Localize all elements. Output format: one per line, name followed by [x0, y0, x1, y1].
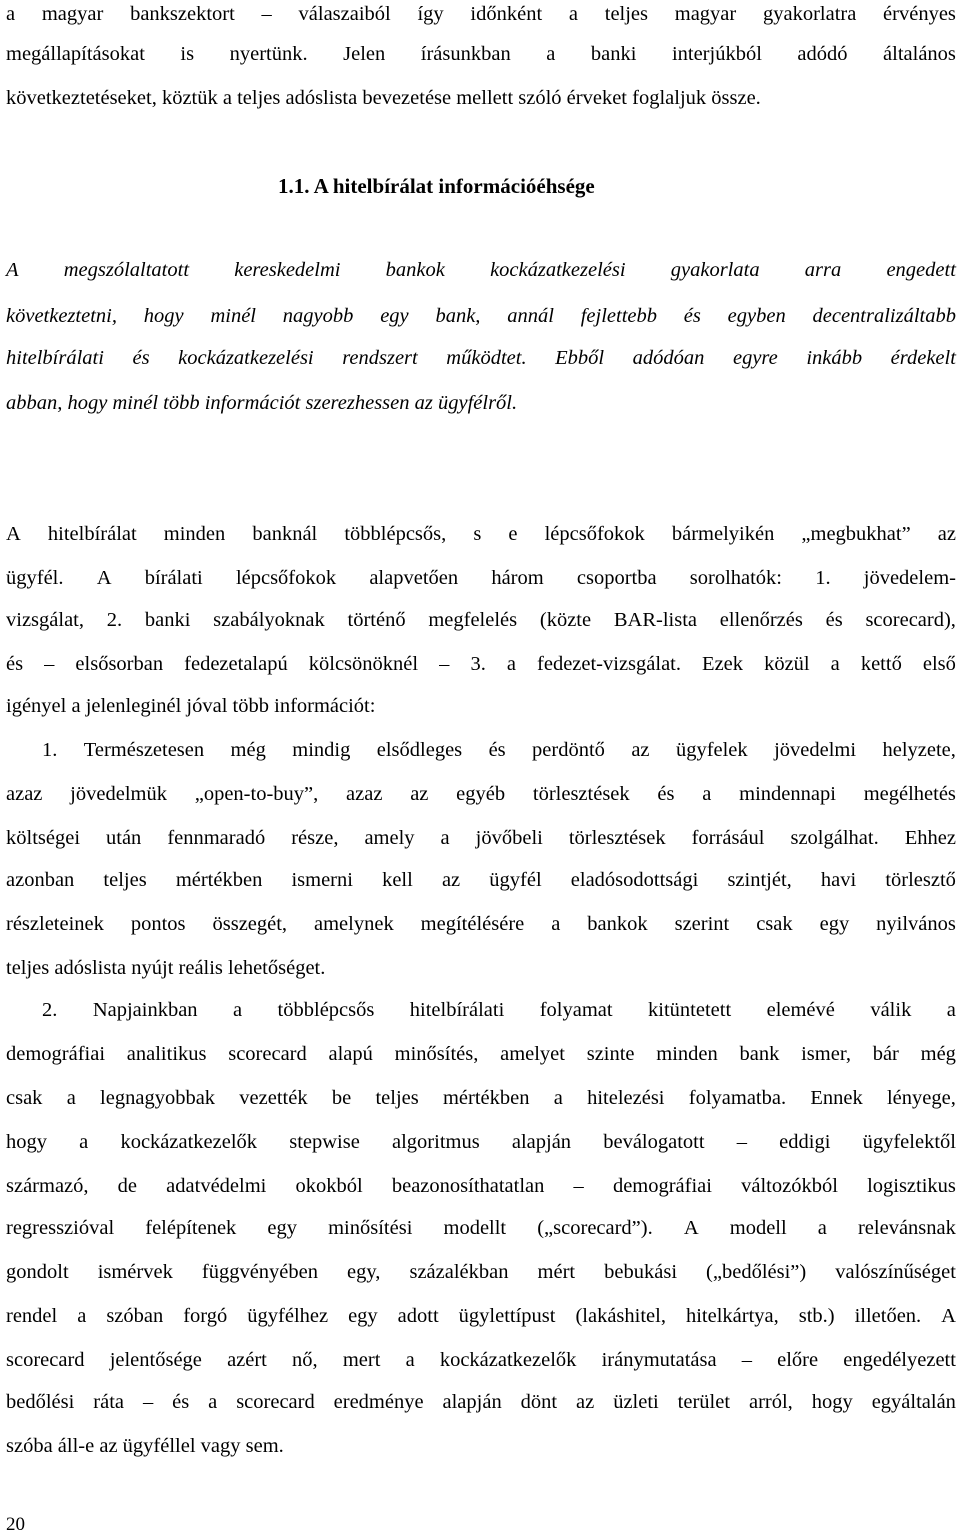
word: modellt	[443, 1217, 507, 1239]
word: kockázatkezelők	[120, 1131, 258, 1153]
word: amelyet	[500, 1043, 565, 1065]
word: a	[553, 1087, 563, 1109]
word: azonban	[6, 869, 75, 891]
word: alapján	[511, 1131, 572, 1153]
word: rendszert	[342, 347, 418, 369]
word: azért	[227, 1349, 267, 1371]
list-item-2-line	[6, 1084, 956, 1112]
word: terület	[677, 1391, 731, 1413]
word: A	[683, 1217, 699, 1239]
word: demográfiai	[6, 1043, 106, 1065]
word: Napjainkban	[92, 999, 198, 1021]
word: hogy	[811, 1391, 853, 1413]
list-item-1-line	[6, 866, 956, 894]
word: még	[920, 1043, 956, 1065]
word: csak	[756, 913, 793, 935]
word: magyar	[674, 3, 737, 25]
word: lépcsőfokok	[544, 523, 645, 545]
word: illetően.	[854, 1305, 922, 1327]
word: egy	[380, 305, 409, 327]
word: („scorecard”).	[537, 1217, 653, 1239]
word: jövedelmi	[774, 739, 857, 761]
word: helyzete,	[882, 739, 956, 761]
word: bedőlési	[6, 1391, 75, 1413]
word: üzleti	[613, 1391, 659, 1413]
word: fejlettebb	[580, 305, 657, 327]
word: dönt	[520, 1391, 558, 1413]
word: ráta	[93, 1391, 124, 1413]
word: bebukási	[604, 1261, 678, 1283]
word: megélhetés	[863, 783, 956, 805]
word: havi	[820, 869, 857, 891]
word: alapvetően	[369, 567, 459, 589]
word: kereskedelmi	[234, 259, 341, 281]
word: magyar	[41, 3, 104, 25]
word: elsősorban	[75, 653, 164, 675]
word: az	[410, 783, 429, 805]
list-item-1-line	[6, 910, 956, 938]
word: gyakorlatra	[762, 3, 857, 25]
word: ügyfelek	[675, 739, 748, 761]
word: egyéb	[456, 783, 506, 805]
word: 2.	[42, 999, 58, 1021]
word: engedett	[886, 259, 956, 281]
word: adatvédelmi	[166, 1175, 267, 1197]
word: Ennek	[810, 1087, 863, 1109]
list-item-1-line	[6, 780, 956, 808]
word: sorolhatók:	[689, 567, 783, 589]
intro-line	[6, 40, 956, 68]
word: ismérvek	[97, 1261, 173, 1283]
word: bankok	[385, 259, 445, 281]
word: modell	[729, 1217, 787, 1239]
word: hitelkártya,	[685, 1305, 779, 1327]
word: a	[405, 1349, 415, 1371]
word: adott	[397, 1305, 439, 1327]
word: vezették	[239, 1087, 308, 1109]
word: nyertünk.	[229, 43, 308, 65]
word: scorecard	[6, 1349, 85, 1371]
word: ügyfél.	[6, 567, 64, 589]
word: A	[941, 1305, 956, 1327]
word: a	[817, 1217, 827, 1239]
word: (közte	[539, 609, 592, 631]
word: 1.	[42, 739, 58, 761]
word: megítélésére	[420, 913, 525, 935]
word: összegét,	[212, 913, 288, 935]
word: jelentősége	[109, 1349, 202, 1371]
word: fedezetalapú	[184, 653, 288, 675]
word: írásunkban	[420, 43, 511, 65]
word: és	[657, 783, 675, 805]
word: kölcsönöknél	[308, 653, 419, 675]
word: részleteinek	[6, 913, 104, 935]
word: alapú	[328, 1043, 373, 1065]
word: kockázatkezelők	[439, 1349, 577, 1371]
word: Ebből	[555, 347, 605, 369]
word: be	[331, 1087, 352, 1109]
word: minden	[163, 523, 226, 545]
word: nyilvános	[876, 913, 956, 935]
word: változókból	[741, 1175, 838, 1197]
word: –	[261, 3, 272, 25]
word: minősítés,	[394, 1043, 479, 1065]
word: a	[702, 783, 712, 805]
word: egy	[348, 1305, 378, 1327]
word: regresszióval	[6, 1217, 115, 1239]
word: adódóan	[632, 347, 705, 369]
word: stb.)	[798, 1305, 835, 1327]
word: megszólaltatott	[63, 259, 190, 281]
word: csoportba	[576, 567, 657, 589]
word: minél	[210, 305, 256, 327]
intro-line	[6, 0, 956, 28]
word: az	[631, 739, 650, 761]
word: az	[576, 1391, 595, 1413]
word: jövedelem-	[863, 567, 956, 589]
word: egy	[267, 1217, 298, 1239]
word: bankok	[587, 913, 648, 935]
word: ügyfél	[489, 869, 542, 891]
word: válaszaiból	[298, 3, 391, 25]
word: ellenőrzés	[719, 609, 803, 631]
word: mértékben	[175, 869, 263, 891]
word: scorecard	[228, 1043, 307, 1065]
word: a	[946, 999, 956, 1021]
word: eddigi	[779, 1131, 831, 1153]
word: hitelbírálat	[47, 523, 137, 545]
paragraph-line	[6, 606, 956, 634]
word: általános	[883, 43, 956, 65]
word: valószínűséget	[835, 1261, 956, 1283]
word: az	[937, 523, 956, 545]
list-item-1-line: teljes adóslista nyújt reális lehetőséget.	[6, 957, 326, 979]
word: a	[233, 999, 243, 1021]
word: folyamatba.	[688, 1087, 787, 1109]
word: mértékben	[442, 1087, 530, 1109]
word: és	[172, 1391, 190, 1413]
paragraph-line	[6, 564, 956, 592]
word: interjúkból	[671, 43, 762, 65]
word: törlesztések	[532, 783, 630, 805]
word: három	[491, 567, 544, 589]
word: –	[736, 1131, 747, 1153]
word: decentralizáltabb	[812, 305, 956, 327]
word: kitüntetett	[648, 999, 732, 1021]
word: lépcsőfokok	[235, 567, 337, 589]
word: jövőbeli	[475, 827, 543, 849]
word: gondolt	[6, 1261, 69, 1283]
word: amely	[364, 827, 415, 849]
word: bármelyikén	[671, 523, 775, 545]
word: –	[439, 653, 450, 675]
word: szintjét,	[727, 869, 792, 891]
word: Jelen	[343, 43, 386, 65]
list-item-2-line	[42, 996, 956, 1024]
word: s	[473, 523, 482, 545]
word: törlesztések	[568, 827, 666, 849]
word: mindig	[292, 739, 351, 761]
section-heading: 1.1. A hitelbírálat információéhsége	[278, 174, 595, 198]
word: a	[830, 653, 840, 675]
word: bírálati	[144, 567, 203, 589]
word: a	[6, 3, 16, 25]
word: jövedelmük	[70, 783, 167, 805]
word: A	[6, 523, 21, 545]
italic-paragraph-line	[6, 344, 956, 372]
word: inkább	[806, 347, 863, 369]
word: banknál	[252, 523, 318, 545]
list-item-2-line	[6, 1258, 956, 1286]
paragraph-line	[6, 520, 956, 548]
word: érvényes	[883, 3, 956, 25]
word: scorecard	[236, 1391, 315, 1413]
word: lényege,	[886, 1087, 956, 1109]
word: („bedőlési”)	[706, 1261, 807, 1283]
word: szinte	[586, 1043, 635, 1065]
word: függvényében	[201, 1261, 318, 1283]
word: minden	[656, 1043, 718, 1065]
word: forrásául	[691, 827, 765, 849]
word: –	[573, 1175, 584, 1197]
word: pontos	[130, 913, 186, 935]
word: egy,	[347, 1261, 381, 1283]
word: a	[79, 1131, 89, 1153]
italic-paragraph-line	[6, 302, 956, 330]
word: –	[44, 653, 55, 675]
word: egyre	[732, 347, 778, 369]
word: amelynek	[314, 913, 394, 935]
word: nő,	[292, 1349, 318, 1371]
word: része,	[291, 827, 339, 849]
word: eredménye	[333, 1391, 424, 1413]
word: eladósodottsági	[570, 869, 699, 891]
word: többlépcsős,	[344, 523, 447, 545]
word: előre	[777, 1349, 819, 1371]
word: A	[6, 259, 19, 281]
word: nagyobb	[282, 305, 354, 327]
paragraph-line	[6, 650, 956, 678]
word: stepwise	[289, 1131, 360, 1153]
word: „megbukhat”	[801, 523, 911, 545]
word: bár	[872, 1043, 899, 1065]
page-number: 20	[6, 1514, 25, 1535]
word: perdöntő	[532, 739, 605, 761]
word: hitelezési	[587, 1087, 665, 1109]
list-item-2-line	[6, 1388, 956, 1416]
word: így	[417, 3, 444, 25]
word: –	[142, 1391, 154, 1413]
word: megfelelés	[428, 609, 518, 631]
word: többlépcsős	[277, 999, 375, 1021]
word: beválogatott	[603, 1131, 705, 1153]
word: a	[506, 653, 516, 675]
word: mert	[342, 1349, 381, 1371]
word: –	[741, 1349, 752, 1371]
word: Természetesen	[83, 739, 205, 761]
word: demográfiai	[612, 1175, 712, 1197]
word: után	[106, 827, 142, 849]
word: A	[96, 567, 112, 589]
word: az	[441, 869, 461, 891]
word: fennmaradó	[167, 827, 266, 849]
word: ügyfelektől	[862, 1131, 956, 1153]
word: felépítenek	[145, 1217, 237, 1239]
word: azaz	[6, 783, 43, 805]
word: hitelbírálati	[409, 999, 505, 1021]
word: működtet.	[446, 347, 527, 369]
word: szerint	[674, 913, 730, 935]
word: (lakáshitel,	[575, 1305, 666, 1327]
word: rendel	[6, 1305, 58, 1327]
word: ügylettípust	[458, 1305, 556, 1327]
word: törlesztő	[885, 869, 956, 891]
word: a	[77, 1305, 87, 1327]
word: relevánsnak	[857, 1217, 956, 1239]
word: a	[551, 913, 561, 935]
word: bank	[739, 1043, 780, 1065]
word: Ehhez	[904, 827, 956, 849]
word: a	[208, 1391, 218, 1413]
word: egyáltalán	[871, 1391, 956, 1413]
word: analitikus	[126, 1043, 207, 1065]
word: legnagyobbak	[100, 1087, 216, 1109]
word: mért	[537, 1261, 576, 1283]
word: teljes	[103, 869, 147, 891]
word: a	[66, 1087, 76, 1109]
word: a	[440, 827, 450, 849]
word: egy	[819, 913, 850, 935]
list-item-2-line	[6, 1346, 956, 1374]
word: megállapításokat	[6, 43, 145, 65]
word: következtetni,	[6, 305, 117, 327]
word: bankszektort	[130, 3, 235, 25]
word: első	[922, 653, 956, 675]
word: százalékban	[409, 1261, 509, 1283]
word: kockázatkezelési	[178, 347, 314, 369]
word: forgó	[183, 1305, 228, 1327]
word: „open-to-buy”,	[194, 783, 319, 805]
word: kell	[382, 869, 413, 891]
word: elsődleges	[376, 739, 463, 761]
word: adódó	[797, 43, 848, 65]
word: ismerni	[291, 869, 353, 891]
word: szolgálhat.	[790, 827, 879, 849]
word: a	[568, 3, 579, 25]
word: költségei	[6, 827, 81, 849]
word: bank,	[435, 305, 481, 327]
italic-paragraph-line	[6, 256, 956, 284]
word: és	[6, 653, 24, 675]
word: elemévé	[766, 999, 835, 1021]
word: 3.	[470, 653, 486, 675]
word: ismer,	[801, 1043, 851, 1065]
word: hogy	[6, 1131, 47, 1153]
word: és	[132, 347, 150, 369]
word: származó,	[6, 1175, 89, 1197]
list-item-2-line	[6, 1302, 956, 1330]
word: e	[508, 523, 518, 545]
word: logisztikus	[867, 1175, 956, 1197]
word: arról,	[748, 1391, 793, 1413]
word: banki	[144, 609, 191, 631]
word: vizsgálat,	[6, 609, 84, 631]
list-item-2-line: szóba áll-e az ügyféllel vagy sem.	[6, 1435, 284, 1457]
word: és	[683, 305, 701, 327]
word: mindennapi	[739, 783, 836, 805]
paragraph-line: igényel a jelenleginél jóval több információt:	[6, 695, 376, 717]
word: banki	[590, 43, 637, 65]
list-item-1-line	[42, 736, 956, 764]
word: hogy	[143, 305, 184, 327]
word: időnként	[470, 3, 543, 25]
word: csak	[6, 1087, 43, 1109]
list-item-1-line	[6, 824, 956, 852]
word: is	[180, 43, 195, 65]
word: alapján	[442, 1391, 502, 1413]
word: azaz	[346, 783, 383, 805]
word: egyben	[727, 305, 786, 327]
word: folyamat	[539, 999, 613, 1021]
word: arra	[804, 259, 842, 281]
word: szabályoknak	[213, 609, 325, 631]
list-item-2-line	[6, 1214, 956, 1242]
word: Ezek	[702, 653, 744, 675]
word: érdekelt	[890, 347, 956, 369]
word: gyakorlata	[670, 259, 760, 281]
word: és	[488, 739, 506, 761]
word: kettő	[860, 653, 902, 675]
italic-paragraph-line: abban, hogy minél több információt szerezhessen az ügyfélről.	[6, 392, 518, 414]
word: teljes	[375, 1087, 419, 1109]
word: iránymutatása	[601, 1349, 717, 1371]
word: és	[825, 609, 843, 631]
word: 1.	[815, 567, 831, 589]
word: de	[117, 1175, 138, 1197]
word: még	[230, 739, 266, 761]
word: történő	[347, 609, 406, 631]
word: algoritmus	[392, 1131, 480, 1153]
word: szóban	[106, 1305, 164, 1327]
word: okokból	[295, 1175, 363, 1197]
list-item-2-line	[6, 1040, 956, 1068]
word: BAR-lista	[613, 609, 698, 631]
intro-line: következtetéseket, köztük a teljes adóslista bevezetése mellett szóló érveket foglaljuk össze.	[6, 87, 761, 109]
word: hitelbírálati	[6, 347, 104, 369]
word: 2.	[106, 609, 123, 631]
word: kockázatkezelési	[490, 259, 626, 281]
word: engedélyezett	[843, 1349, 956, 1371]
word: annál	[507, 305, 554, 327]
word: közül	[764, 653, 810, 675]
word: a	[546, 43, 556, 65]
word: scorecard),	[865, 609, 956, 631]
word: válik	[870, 999, 912, 1021]
list-item-2-line	[6, 1128, 956, 1156]
word: beazonosíthatatlan	[391, 1175, 545, 1197]
word: fedezet-vizsgálat.	[537, 653, 681, 675]
word: ügyfélhez	[247, 1305, 329, 1327]
list-item-2-line	[6, 1172, 956, 1200]
word: teljes	[604, 3, 649, 25]
word: minősítési	[328, 1217, 413, 1239]
